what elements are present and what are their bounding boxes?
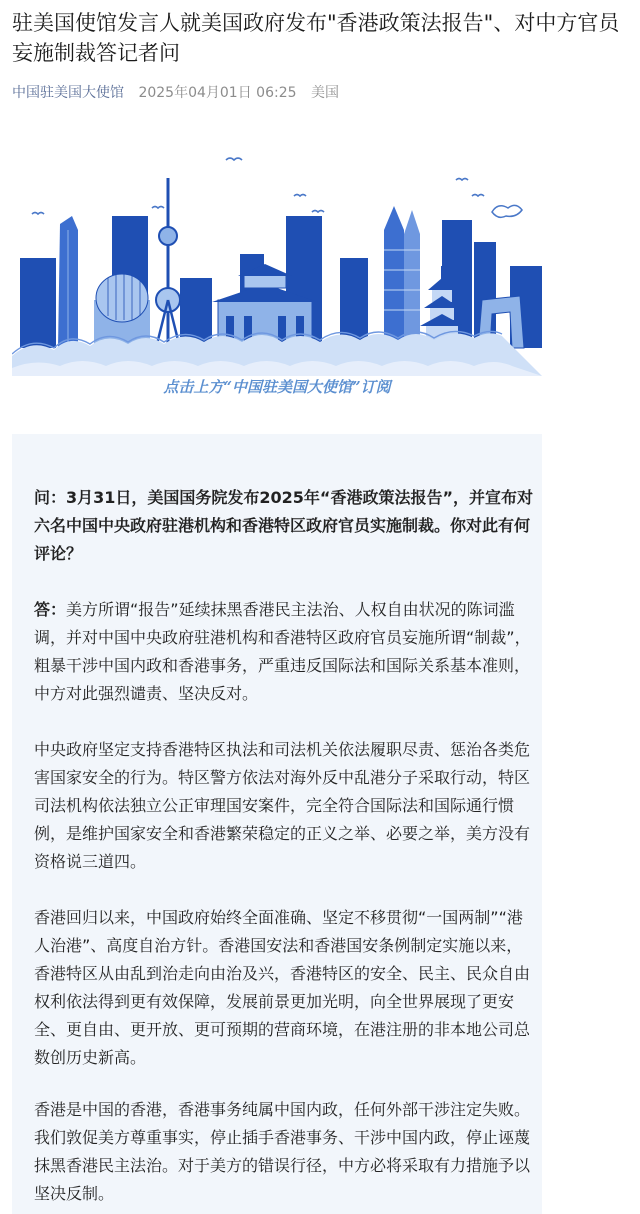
answer-label: 答： — [34, 600, 67, 619]
birds-decoration — [32, 158, 484, 214]
answer-text: 美方所谓“报告”延续抹黑香港民主法治、人权自由状况的陈词滥调，并对中国中央政府驻港机构和香港特区政府官员妄施所谓“制裁”，粗暴干涉中国内政和香港事务，严重违反国际法和国际关系基本准则，中方对此强烈谴责、坚决反对。 — [34, 600, 531, 703]
question-paragraph: 问：3月31日，美国国务院发布2025年“香港政策法报告”，并宣布对六名中国中央政府驻港机构和香港特区政府官员实施制裁。你对此有何评论？ — [34, 488, 533, 563]
account-name-link[interactable]: 中国驻美国大使馆 — [12, 85, 124, 101]
publish-location: 美国 — [310, 85, 339, 101]
article-title: 驻美国使馆发言人就美国政府发布"香港政策法报告"、对中方官员妄施制裁答记者问 — [12, 11, 620, 65]
body-paragraph: 香港回归以来，中国政府始终全面准确、坚定不移贯彻“一国两制”“港人治港”、高度自治方针。香港国安法和香港国安条例制定实施以来，香港特区从由乱到治走向由治及兴，香港特区的安全、民主、民众自由权利依法得到更有效保障，发展前景更加光明，向全世界展现了更安全、更自由、更开放、更可预期的营商环境，在港注册的非本地公司总数创历史新高。 — [34, 908, 531, 1067]
body-paragraph: 中央政府坚定支持香港特区执法和司法机关依法履职尽责、惩治各类危害国家安全的行为。特区警方依法对海外反中乱港分子采取行动，特区司法机构依法独立公正审理国安案件，完全符合国际法和国际通行惯例，是维护国家安全和香港繁荣稳定的正义之举、必要之举，美方没有资格说三道四。 — [34, 740, 531, 871]
city-skyline-banner — [12, 150, 542, 376]
body-paragraph: 香港是中国的香港，香港事务纯属中国内政，任何外部干涉注定失败。我们敦促美方尊重事实，停止插手香港事务、干涉中国内政，停止诬蔑抹黑香港民主法治。对于美方的错误行径，中方必将采取有力措施予以坚决反制。 — [34, 1100, 531, 1203]
answer-paragraph — [34, 596, 534, 708]
publish-date: 2025年04月01日 06:25 — [138, 85, 297, 101]
skyline-illustration — [12, 150, 542, 376]
subscribe-prompt: 点击上方“中国驻美国大使馆”订阅 — [163, 378, 391, 396]
article-meta — [12, 82, 339, 102]
